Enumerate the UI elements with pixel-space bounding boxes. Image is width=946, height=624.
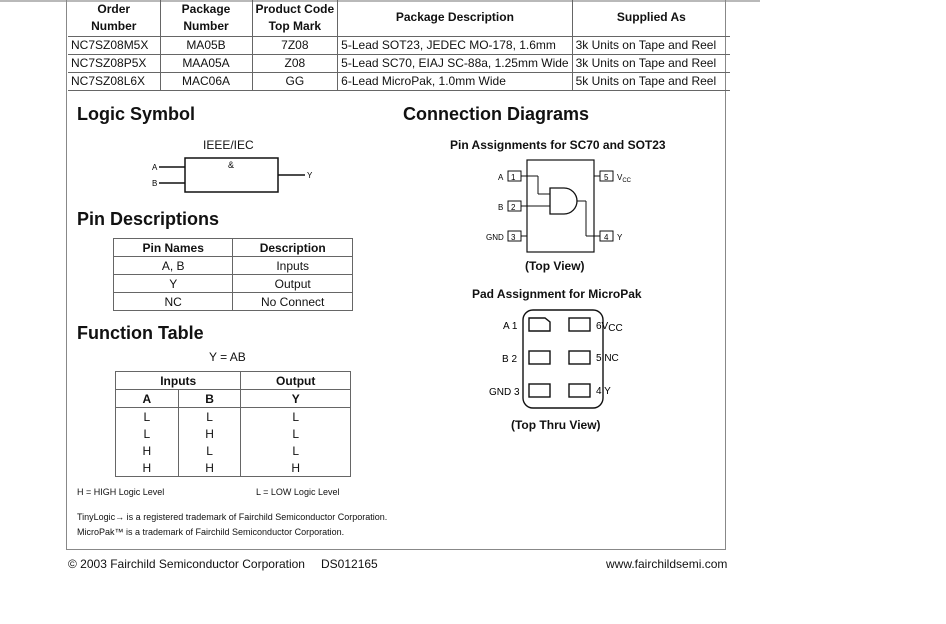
- header-b: B: [178, 390, 241, 408]
- header-pin-names: Pin Names: [114, 239, 233, 257]
- pin-descriptions-title: Pin Descriptions: [77, 209, 220, 229]
- func-y-cell: L: [292, 409, 300, 424]
- table-row: [114, 257, 353, 275]
- frame-left-rule: [66, 0, 67, 549]
- sc70-pin-gnd-label: GND: [486, 233, 504, 242]
- package-number-cell: MAC06A: [160, 72, 252, 90]
- pin-descriptions-table: [113, 238, 353, 311]
- header-inputs: Inputs: [116, 372, 241, 390]
- header-a: A: [116, 390, 179, 408]
- connection-diagrams-title: Connection Diagrams: [403, 104, 590, 124]
- pin-description-cell: Output: [233, 275, 353, 293]
- table-row: [116, 425, 351, 442]
- order-number-cell: NC7SZ08L6X: [68, 72, 160, 90]
- logic-symbol-diagram: [145, 150, 325, 200]
- pin-name-cell: A, B: [114, 257, 233, 275]
- func-b-cell: L: [178, 442, 241, 459]
- sc70-pin-4-number: 4: [604, 233, 609, 242]
- func-b-cell: H: [178, 425, 241, 442]
- table-row: [114, 275, 353, 293]
- micropak-pad-5-label: 5 NC: [596, 353, 619, 364]
- package-description-cell: 5-Lead SOT23, JEDEC MO-178, 1.6mm: [338, 36, 572, 54]
- micropak-pad-diagram: [485, 308, 645, 413]
- micropak-pad-3-label: GND 3: [489, 387, 520, 398]
- package-number-cell: MAA05A: [160, 54, 252, 72]
- top-mark-cell: Z08: [252, 54, 338, 72]
- legend-high: H = HIGH Logic Level: [77, 487, 165, 497]
- sc70-pin-2-number: 2: [511, 203, 516, 212]
- pin-name-cell: NC: [114, 293, 233, 311]
- header-description: Description: [233, 239, 353, 257]
- supplied-as-cell: 3k Units on Tape and Reel: [572, 36, 730, 54]
- table-row: [114, 293, 353, 311]
- top-mark-cell: 7Z08: [252, 36, 338, 54]
- pin-description-cell: Inputs: [233, 257, 353, 275]
- trademark-micropak: MicroPak™ is a trademark of Fairchild Semiconductor Corporation.: [77, 527, 345, 537]
- func-b-cell: H: [178, 459, 241, 477]
- micropak-title: Pad Assignment for MicroPak: [472, 287, 642, 301]
- footer-doc-number: DS012165: [321, 557, 378, 571]
- header-supplied-as: Supplied As: [572, 0, 730, 36]
- footer-website-link[interactable]: www.fairchildsemi.com: [606, 557, 728, 571]
- order-number-cell: NC7SZ08P5X: [68, 54, 160, 72]
- footer-copyright: © 2003 Fairchild Semiconductor Corporation: [68, 557, 305, 571]
- legend-low: L = LOW Logic Level: [256, 487, 340, 497]
- top-mark-cell: GG: [252, 72, 338, 90]
- package-description-cell: 6-Lead MicroPak, 1.0mm Wide: [338, 72, 572, 90]
- table-row: [68, 36, 730, 54]
- logic-pin-a-label: A: [152, 163, 158, 172]
- micropak-pad-1-label: A 1: [503, 321, 518, 332]
- header-package-number: Package Number: [160, 0, 252, 36]
- micropak-pad-6-label: 6VCC: [596, 321, 623, 334]
- logic-pin-y-label: Y: [307, 171, 313, 180]
- header-top-mark: Product Code Top Mark: [252, 0, 338, 36]
- sc70-pin-title: Pin Assignments for SC70 and SOT23: [450, 138, 666, 152]
- func-b-cell: L: [178, 408, 241, 426]
- header-output: Output: [276, 373, 316, 388]
- sc70-pin-5-number: 5: [604, 173, 609, 182]
- table-row: [116, 442, 351, 459]
- header-order-number: Order Number: [68, 0, 160, 36]
- order-number-cell: NC7SZ08M5X: [68, 36, 160, 54]
- sc70-pin-3-number: 3: [511, 233, 516, 242]
- function-equation: Y = AB: [209, 350, 246, 364]
- ordering-table: [68, 0, 730, 91]
- func-a-cell: H: [116, 442, 179, 459]
- func-a-cell: H: [116, 459, 179, 477]
- func-y-cell: L: [292, 426, 300, 441]
- func-a-cell: L: [116, 408, 179, 426]
- table-row: [68, 72, 730, 90]
- logic-symbol-standard: IEEE/IEC: [203, 138, 254, 152]
- table-row: [116, 408, 351, 426]
- func-y-cell: H: [291, 460, 301, 475]
- sc70-pin-b-label: B: [498, 203, 504, 212]
- function-table: [115, 371, 351, 477]
- func-a-cell: L: [116, 425, 179, 442]
- table-row: [116, 459, 351, 477]
- function-table-title: Function Table: [77, 323, 204, 343]
- micropak-pad-2-label: B 2: [502, 354, 518, 365]
- trademark-tinylogic: TinyLogic→ is a registered trademark of Fairchild Semiconductor Corporation.: [77, 512, 388, 522]
- sc70-pin-y-label: Y: [617, 233, 623, 242]
- top-view-caption: (Top View): [525, 259, 585, 273]
- table-row: [68, 54, 730, 72]
- and-gate-symbol: &: [228, 160, 235, 170]
- header-y: Y: [291, 391, 300, 406]
- logic-symbol-title: Logic Symbol: [77, 104, 196, 124]
- package-number-cell: MA05B: [160, 36, 252, 54]
- header-package-description: Package Description: [338, 0, 572, 36]
- supplied-as-cell: 5k Units on Tape and Reel: [572, 72, 730, 90]
- frame-bottom-rule: [66, 549, 726, 550]
- package-description-cell: 5-Lead SC70, EIAJ SC-88a, 1.25mm Wide: [338, 54, 572, 72]
- top-thru-view-caption: (Top Thru View): [511, 418, 601, 432]
- func-y-cell: L: [292, 443, 300, 458]
- micropak-pad-4-label: 4 Y: [596, 386, 611, 397]
- pin-name-cell: Y: [114, 275, 233, 293]
- sc70-pin-a-label: A: [498, 173, 504, 182]
- supplied-as-cell: 3k Units on Tape and Reel: [572, 54, 730, 72]
- logic-pin-b-label: B: [152, 179, 158, 188]
- sc70-pin-vcc-label: $V_{CC}$: [617, 173, 632, 184]
- sc70-pinout-diagram: [480, 158, 640, 258]
- sc70-pin-1-number: 1: [511, 173, 516, 182]
- pin-description-cell: No Connect: [233, 293, 353, 311]
